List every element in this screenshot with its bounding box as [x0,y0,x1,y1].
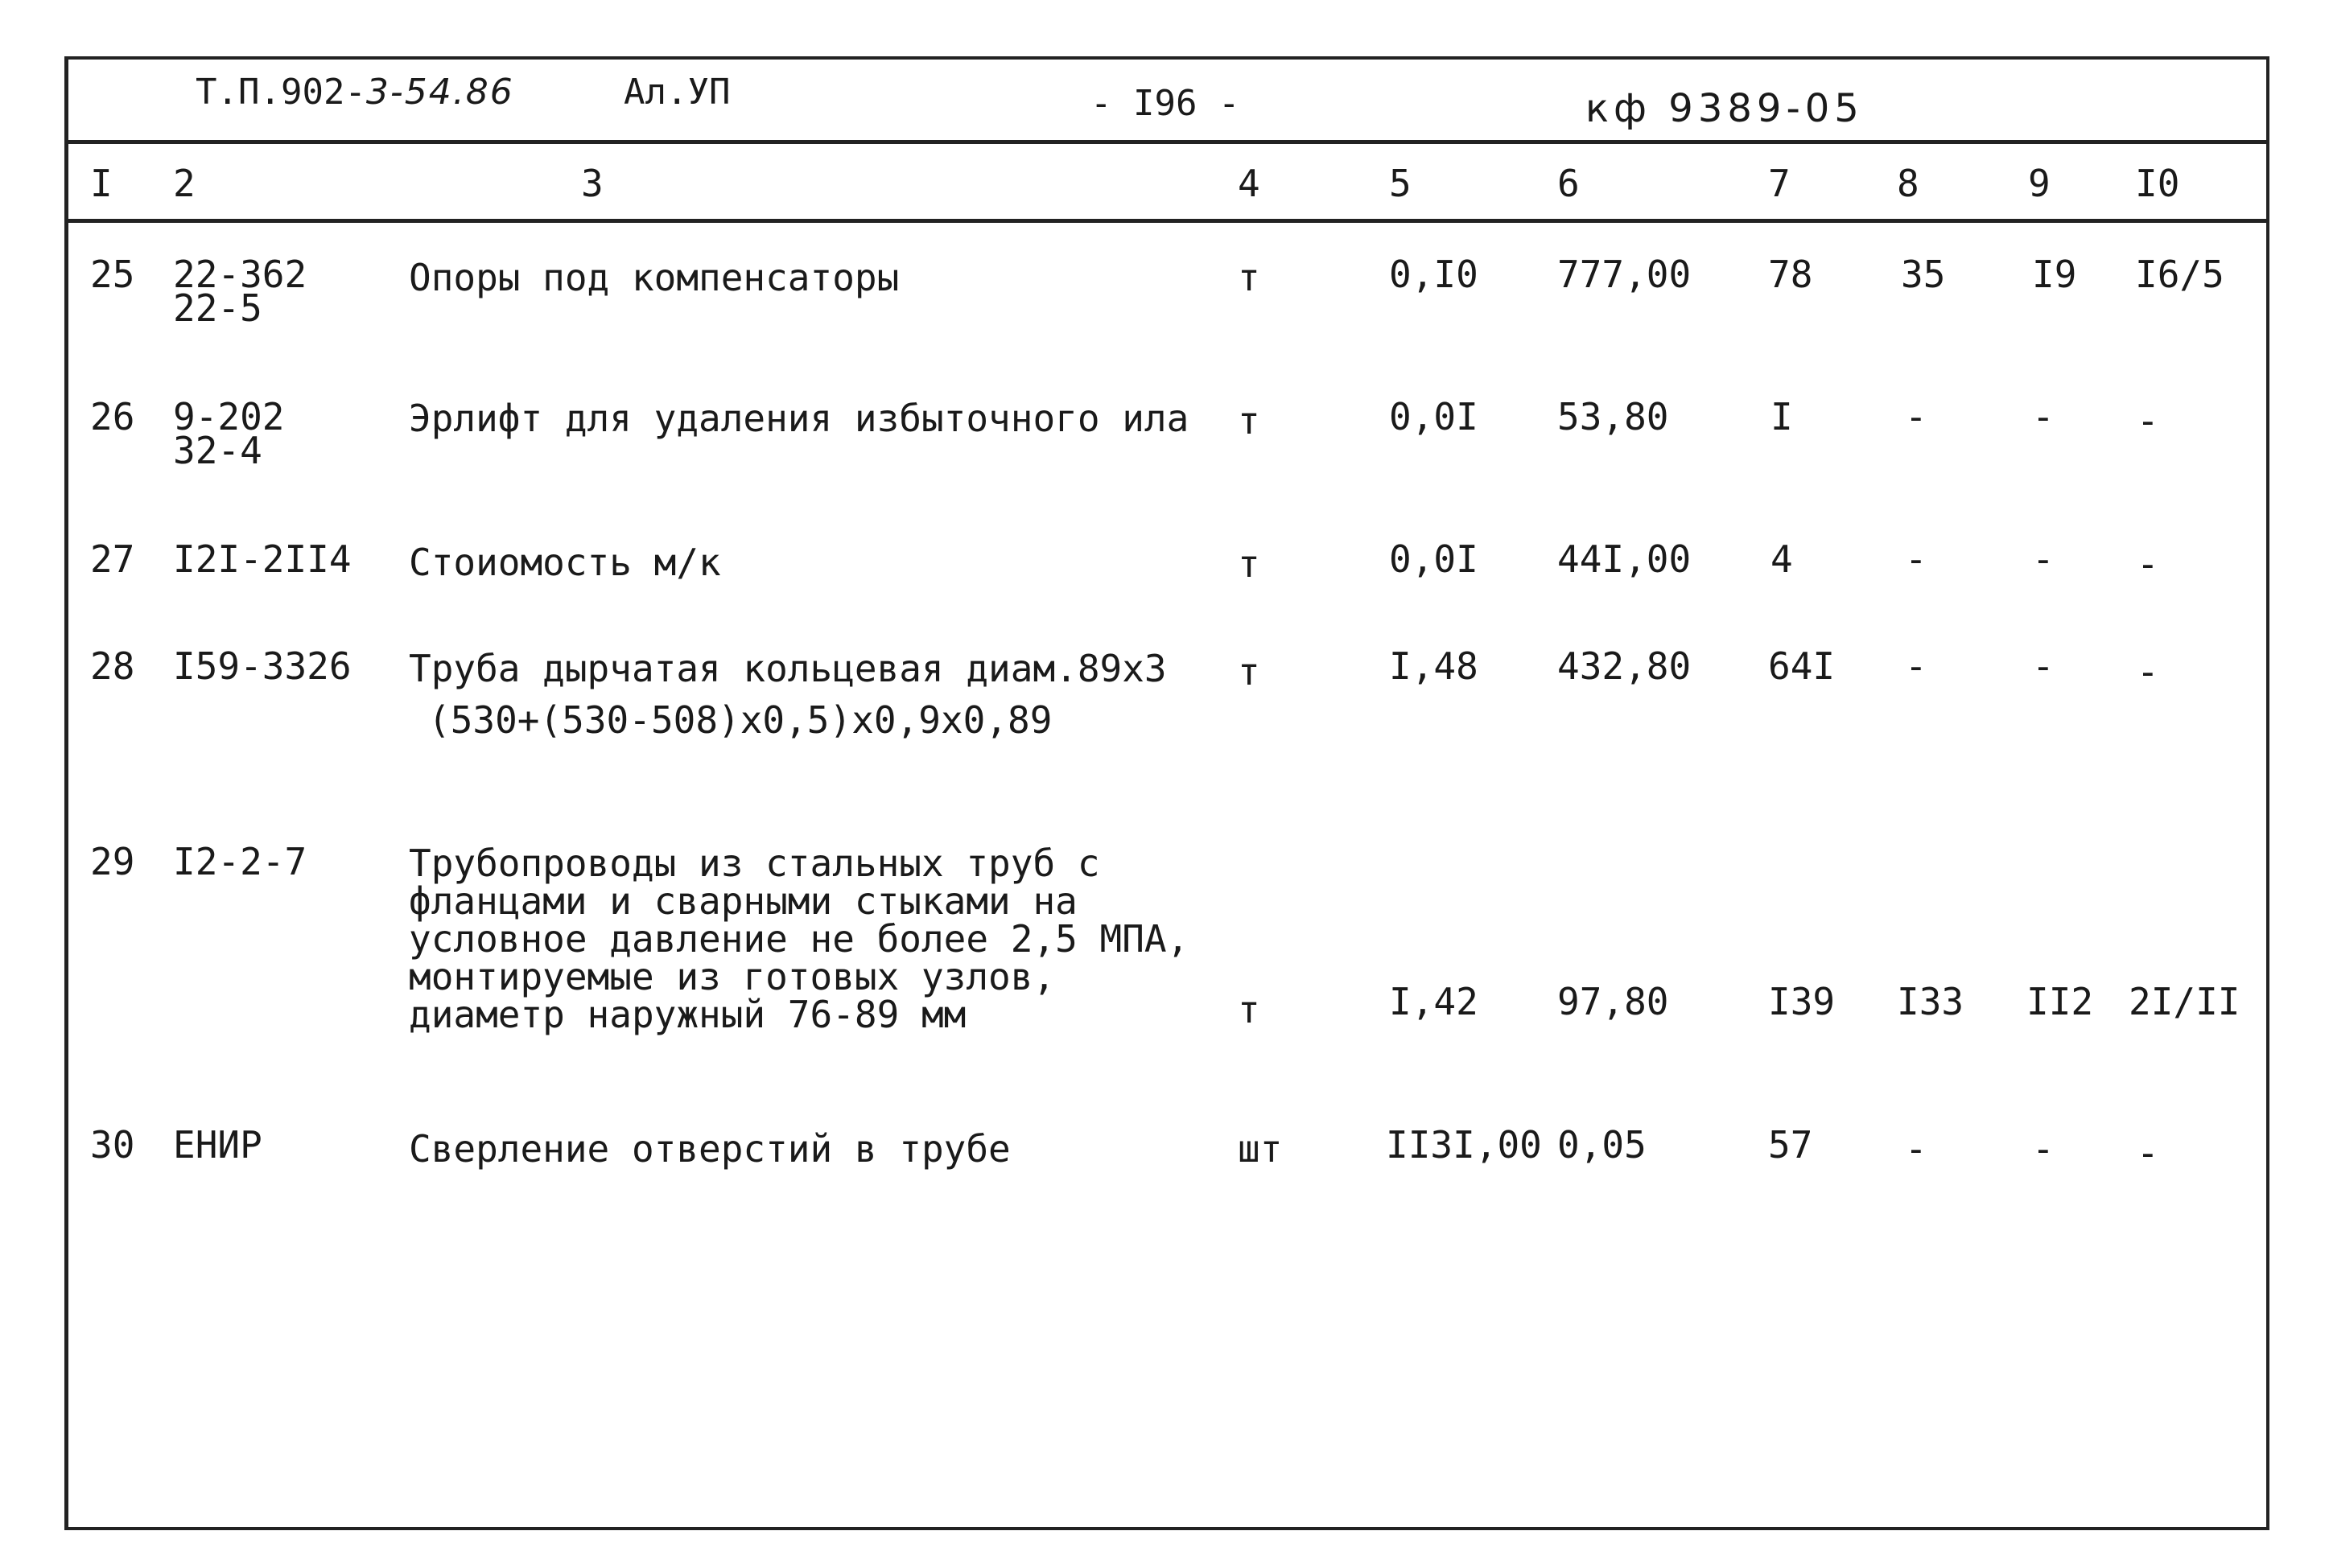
item-name: Трубопроводы из стальных труб с фланцами и сварными стыками на условное давление не более 2,5 МПА, монтируемые из готовых узлов, диаметр наружный 76-89 мм [409,842,1189,1036]
unit-price: 777,00 [1557,253,1692,296]
row-number: 30 [90,1123,135,1167]
unit-price: 97,80 [1557,980,1669,1023]
row-number: 25 [90,253,135,296]
col-8-value: - [1905,1127,1927,1171]
col-8-value: - [1905,395,1927,438]
norm-code: I2-2-7 [173,840,307,883]
page-number: - I96 - [1090,83,1240,124]
col-9-value: - [2032,1127,2055,1171]
col-7-value: I [1770,395,1793,438]
col-10-value: - [2137,542,2159,586]
unit: т [1238,542,1260,586]
col-header-8: 8 [1897,162,1919,205]
quantity: 0,I0 [1389,253,1478,296]
col-8-value: I33 [1897,980,1964,1023]
col-9-value: - [2032,644,2055,688]
col-8-value: - [1905,537,1927,581]
norm-code-sub: 22-5 [173,286,262,330]
col-header-4: 4 [1238,162,1260,205]
doc-code [196,74,514,111]
item-name: Эрлифт для удаления избыточного ила [409,397,1189,440]
norm-code: I59-3326 [173,644,352,688]
unit-price: 53,80 [1557,395,1669,438]
header-divider [64,140,2269,144]
column-header-divider [64,219,2269,223]
col-header-10: I0 [2135,162,2180,205]
col-header-2: 2 [173,162,196,205]
stamp-code: кф 9389-05 [1585,86,1864,131]
col-8-value: 35 [1901,253,1946,296]
col-7-value: 64I [1768,644,1836,688]
col-9-value: II2 [2026,980,2094,1023]
col-header-3: 3 [581,162,604,205]
row-number: 28 [90,644,135,688]
col-header-5: 5 [1389,162,1412,205]
norm-code: I2I-2II4 [173,537,352,581]
quantity: 0,0I [1389,537,1478,581]
doc-code-handwritten: 3-54.86 [365,72,514,113]
item-name: Стоиомость м/к [409,541,721,584]
col-7-value: 4 [1770,537,1793,581]
col-9-value: - [2032,395,2055,438]
album-label: Ал.УП [624,72,731,113]
unit: т [1238,988,1260,1031]
col-10-value: I6/5 [2135,253,2224,296]
col-header-7: 7 [1768,162,1791,205]
col-header-6: 6 [1557,162,1580,205]
col-header-1: I [90,162,113,205]
col-10-value: - [2137,1131,2159,1175]
norm-code: ЕНИР [173,1123,262,1167]
col-10-value: 2I/II [2129,980,2240,1023]
col-header-9: 9 [2028,162,2051,205]
item-name: Опоры под компенсаторы [409,256,900,299]
quantity: II3I,00 [1386,1123,1542,1167]
doc-code-prefix: Т.П.902- [196,72,366,113]
col-7-value: I39 [1768,980,1836,1023]
unit: т [1238,256,1260,299]
unit-price: 432,80 [1557,644,1692,688]
norm-code: 22-362 [173,253,307,296]
unit: т [1238,650,1260,693]
col-8-value: - [1905,644,1927,688]
row-number: 29 [90,840,135,883]
item-formula: (530+(530-508)х0,5)х0,9х0,89 [428,698,1053,742]
col-9-value: - [2032,537,2055,581]
row-number: 26 [90,395,135,438]
unit: т [1238,399,1260,442]
col-7-value: 57 [1768,1123,1813,1167]
col-9-value: I9 [2032,253,2077,296]
quantity: I,42 [1389,980,1478,1023]
norm-code-sub: 32-4 [173,429,262,472]
quantity: I,48 [1389,644,1478,688]
unit-price: 0,05 [1557,1123,1647,1167]
quantity: 0,0I [1389,395,1478,438]
col-10-value: - [2137,650,2159,693]
row-number: 27 [90,537,135,581]
unit: шт [1238,1127,1283,1171]
item-name: Труба дырчатая кольцевая диам.89х3 [409,647,1167,690]
item-name: Сверление отверстий в трубе [409,1127,1011,1171]
col-10-value: - [2137,399,2159,442]
norm-code: 9-202 [173,395,285,438]
col-7-value: 78 [1768,253,1813,296]
unit-price: 44I,00 [1557,537,1692,581]
